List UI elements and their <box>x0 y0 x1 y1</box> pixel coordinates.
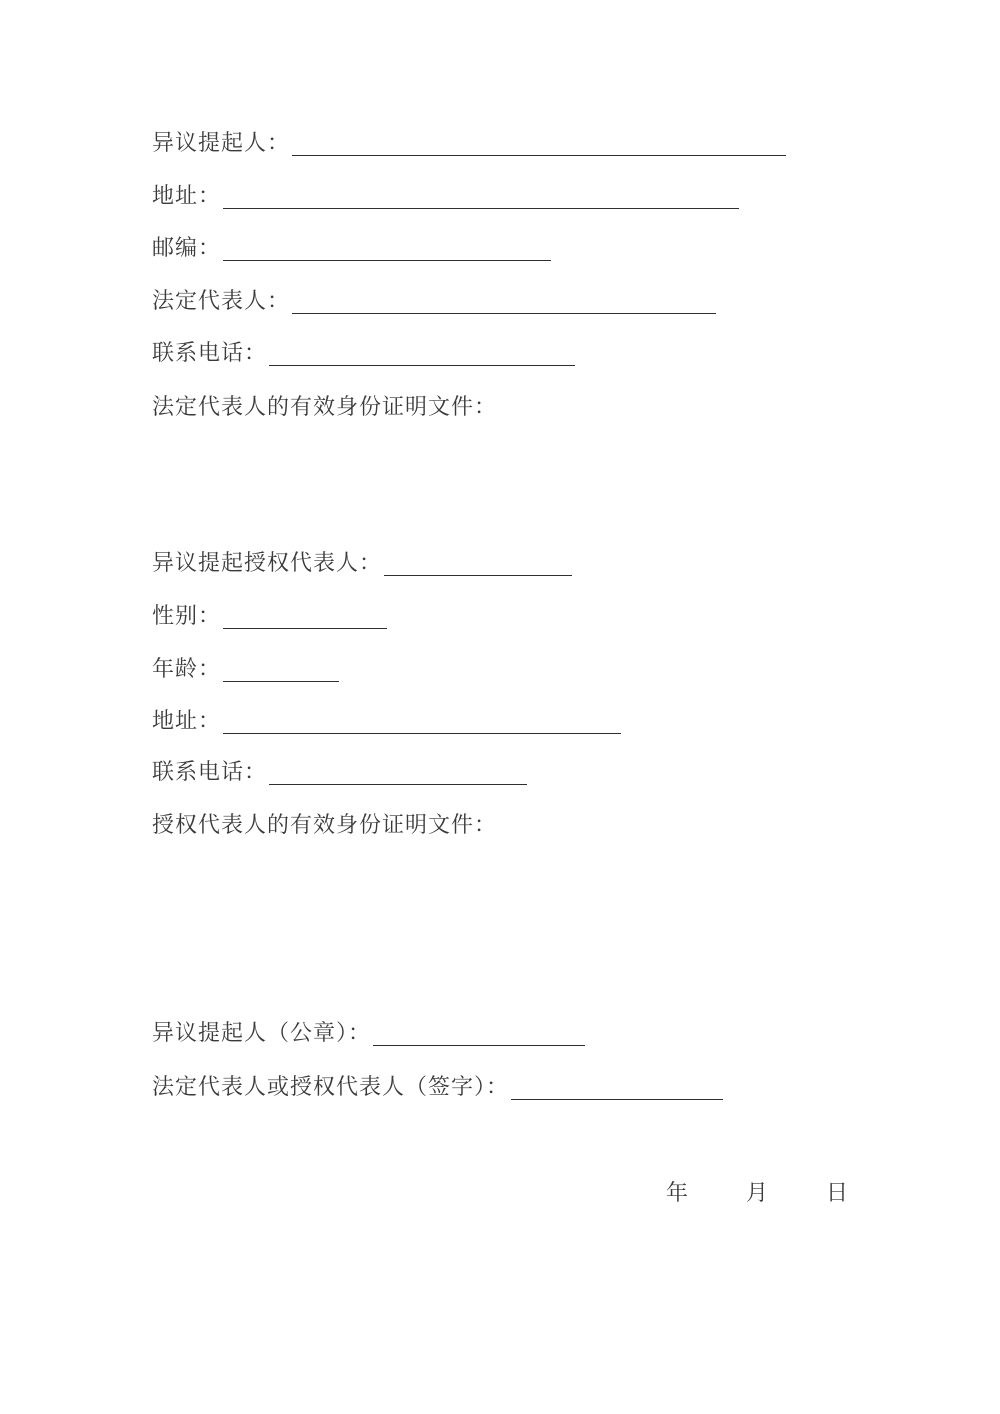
objector-row <box>152 128 786 158</box>
age-row <box>152 654 339 684</box>
agent-row <box>152 548 572 578</box>
agent-address-field[interactable] <box>223 711 621 734</box>
agent-address-label: 地址： <box>152 709 222 734</box>
gender-label: 性别： <box>152 604 222 629</box>
sign-label: 法定代表人或授权代表人（签字）： <box>152 1075 510 1100</box>
phone-field[interactable] <box>269 343 575 366</box>
postcode-row <box>152 233 551 263</box>
address-field[interactable] <box>223 186 739 209</box>
legal-rep-field[interactable] <box>292 291 716 314</box>
date-month: 月 <box>746 1181 769 1206</box>
postcode-field[interactable] <box>223 238 551 261</box>
date-row <box>666 1180 856 1208</box>
legal-rep-label: 法定代表人： <box>152 289 291 314</box>
agent-id-row <box>152 810 497 840</box>
age-field[interactable] <box>223 659 339 682</box>
agent-phone-field[interactable] <box>269 762 527 785</box>
objector-label: 异议提起人： <box>152 131 291 156</box>
seal-row <box>152 1018 585 1048</box>
date-day: 日 <box>826 1181 849 1206</box>
date-year: 年 <box>666 1181 689 1206</box>
phone-label: 联系电话： <box>152 341 268 366</box>
gender-field[interactable] <box>223 606 387 629</box>
legal-rep-id-label: 法定代表人的有效身份证明文件： <box>152 395 498 420</box>
agent-field[interactable] <box>384 553 572 576</box>
phone-row <box>152 338 575 368</box>
agent-label: 异议提起授权代表人： <box>152 551 383 576</box>
legal-rep-id-row <box>152 392 497 422</box>
address-label: 地址： <box>152 184 222 209</box>
seal-label: 异议提起人（公章）： <box>152 1021 372 1046</box>
legal-rep-row <box>152 286 716 316</box>
sign-row <box>152 1072 723 1102</box>
postcode-label: 邮编： <box>152 236 222 261</box>
age-label: 年龄： <box>152 657 222 682</box>
agent-phone-label: 联系电话： <box>152 760 268 785</box>
seal-field[interactable] <box>373 1023 585 1046</box>
agent-phone-row <box>152 757 527 787</box>
address-row <box>152 181 739 211</box>
agent-id-label: 授权代表人的有效身份证明文件： <box>152 813 498 838</box>
agent-address-row <box>152 706 621 736</box>
objector-field[interactable] <box>292 133 786 156</box>
gender-row <box>152 601 387 631</box>
sign-field[interactable] <box>511 1077 723 1100</box>
